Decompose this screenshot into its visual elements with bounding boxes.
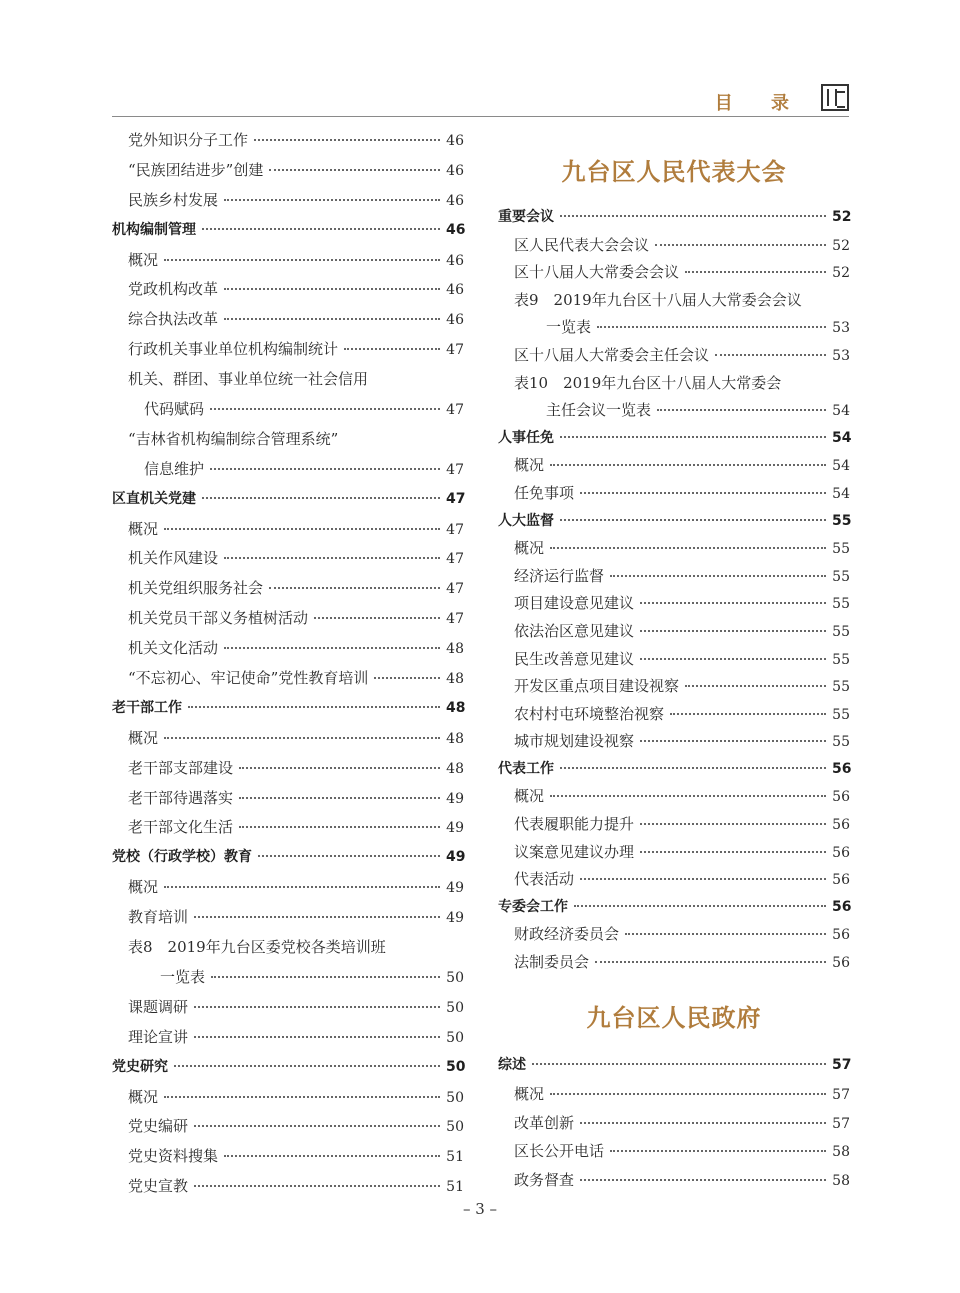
toc-entry[interactable] xyxy=(112,903,464,933)
toc-section-entry[interactable] xyxy=(498,425,850,453)
toc-entry-page: 47 xyxy=(446,402,464,419)
header-title: 目 录 xyxy=(714,93,805,114)
toc-entry-title: 党史资料搜集 xyxy=(128,1147,219,1166)
toc-entry-title: 党史编研 xyxy=(128,1117,189,1136)
toc-entry[interactable] xyxy=(112,156,464,186)
toc-entry-page: 54 xyxy=(832,485,850,502)
leader-dots xyxy=(580,492,826,494)
leader-dots xyxy=(374,677,440,679)
toc-entry-title: 党政机构改革 xyxy=(128,280,219,299)
toc-section-entry[interactable] xyxy=(112,485,464,515)
toc-entry-page: 48 xyxy=(446,699,466,716)
leader-dots xyxy=(194,916,440,918)
leader-dots xyxy=(269,587,440,589)
toc-entry[interactable] xyxy=(498,839,850,867)
leader-dots xyxy=(640,602,826,604)
toc-entry-title: 理论宣讲 xyxy=(128,1027,189,1046)
toc-entry-page: 56 xyxy=(832,817,850,834)
leader-dots xyxy=(164,259,440,261)
toc-entry[interactable] xyxy=(498,1137,850,1166)
leader-dots xyxy=(164,1096,440,1098)
toc-entry-page: 49 xyxy=(446,849,466,866)
toc-entry-title: 财政经济委员会 xyxy=(514,925,620,944)
toc-entry-page: 48 xyxy=(446,671,464,688)
toc-entry-title: “民族团结进步”创建 xyxy=(128,160,264,179)
leader-dots xyxy=(655,244,826,246)
toc-entry-title: 党校（行政学校）教育 xyxy=(112,849,252,866)
leader-dots xyxy=(194,1006,440,1008)
toc-entry[interactable] xyxy=(112,1142,464,1172)
toc-entry-page: 56 xyxy=(832,955,850,972)
leader-dots xyxy=(640,740,826,742)
toc-entry-title: 党外知识分子工作 xyxy=(128,131,249,149)
toc-entry-title: 党史研究 xyxy=(112,1058,168,1075)
toc-entry[interactable] xyxy=(112,1083,464,1113)
toc-entry[interactable] xyxy=(498,949,850,977)
leader-dots xyxy=(164,528,440,530)
leader-dots xyxy=(640,658,826,660)
leader-dots xyxy=(164,737,440,739)
toc-entry-title: 民族乡村发展 xyxy=(128,190,219,209)
toc-entry[interactable] xyxy=(498,259,850,287)
page-header xyxy=(112,84,849,117)
leader-dots xyxy=(224,318,440,320)
toc-entry[interactable] xyxy=(498,1166,850,1195)
toc-entry[interactable] xyxy=(112,873,464,903)
leader-dots xyxy=(560,519,826,521)
toc-entry-title: 表10 2019年九台区十八届人大常委会 xyxy=(514,373,782,392)
toc-entry[interactable] xyxy=(112,813,464,843)
leader-dots xyxy=(640,851,826,853)
leader-dots xyxy=(269,169,440,171)
toc-entry-title: 人事任免 xyxy=(498,429,554,446)
toc-entry-title: “吉林省机构编制综合管理系统” xyxy=(128,429,339,448)
toc-entry-page: 47 xyxy=(446,342,464,359)
toc-entry-title: 表8 2019年九台区委党校各类培训班 xyxy=(128,938,386,957)
toc-entry-title: 老干部工作 xyxy=(112,699,182,716)
toc-entry-title: 法制委员会 xyxy=(514,953,590,972)
toc-entry[interactable] xyxy=(498,397,850,425)
toc-entry[interactable] xyxy=(112,963,464,993)
toc-entry[interactable] xyxy=(112,455,464,485)
toc-entry-page: 56 xyxy=(832,927,850,944)
leader-dots xyxy=(239,826,440,828)
toc-entry-page: 50 xyxy=(446,1089,464,1106)
toc-entry-title: 概况 xyxy=(128,1087,159,1106)
toc-entry-title: 概况 xyxy=(128,519,159,538)
toc-entry-title: 政务督查 xyxy=(514,1171,575,1190)
leader-dots xyxy=(625,933,826,935)
toc-entry-title: 代表工作 xyxy=(498,760,554,777)
toc-entry[interactable] xyxy=(498,646,850,674)
toc-entry-title: 人大监督 xyxy=(498,512,554,529)
toc-entry-page: 55 xyxy=(832,679,850,696)
leader-dots xyxy=(224,557,440,559)
toc-entry-title: 议案意见建议办理 xyxy=(514,842,635,861)
leader-dots xyxy=(194,1125,440,1127)
toc-entry-title: 依法治区意见建议 xyxy=(514,621,635,640)
toc-entry-page: 49 xyxy=(446,880,464,897)
leader-dots xyxy=(580,878,826,880)
toc-entry-title: 代码赋码 xyxy=(144,400,205,419)
toc-entry-page: 49 xyxy=(446,910,464,927)
leader-dots xyxy=(685,685,826,687)
toc-entry-page: 55 xyxy=(832,706,850,723)
toc-entry-page: 50 xyxy=(446,999,464,1016)
toc-section-entry[interactable] xyxy=(498,204,850,232)
leader-dots xyxy=(202,228,440,230)
toc-entry-page: 55 xyxy=(832,541,850,558)
toc-right-column-part1 xyxy=(498,204,850,977)
toc-entry-page: 56 xyxy=(832,844,850,861)
toc-entry-title: 概况 xyxy=(128,250,159,269)
toc-entry[interactable] xyxy=(112,1112,464,1142)
toc-entry[interactable] xyxy=(112,574,464,604)
toc-section-entry[interactable] xyxy=(498,756,850,784)
toc-entry-title: 老干部待遇落实 xyxy=(128,788,234,807)
toc-entry-title: 老干部支部建设 xyxy=(128,758,234,777)
leader-dots xyxy=(210,468,440,470)
toc-entry[interactable] xyxy=(498,535,850,563)
toc-entry-title: 概况 xyxy=(514,787,545,806)
leader-dots xyxy=(314,617,440,619)
toc-entry-page: 46 xyxy=(446,252,464,269)
toc-entry-page: 55 xyxy=(832,568,850,585)
toc-entry-title: 信息维护 xyxy=(144,459,205,478)
toc-entry[interactable] xyxy=(498,287,850,315)
toc-entry[interactable] xyxy=(498,618,850,646)
toc-entry-page: 48 xyxy=(446,730,464,747)
leader-dots xyxy=(210,408,440,410)
toc-entry-title: 重要会议 xyxy=(498,209,554,225)
toc-entry[interactable] xyxy=(112,335,464,365)
toc-entry-page: 58 xyxy=(832,1173,850,1190)
toc-entry-page: 47 xyxy=(446,611,464,628)
leader-dots xyxy=(164,886,440,888)
toc-entry[interactable] xyxy=(112,544,464,574)
toc-entry[interactable] xyxy=(112,305,464,335)
leader-dots xyxy=(194,1036,440,1038)
toc-entry-title: 改革创新 xyxy=(514,1113,575,1132)
leader-dots xyxy=(640,823,826,825)
toc-entry-page: 46 xyxy=(446,192,464,209)
leader-dots xyxy=(685,271,826,273)
toc-section-entry[interactable] xyxy=(498,1051,850,1080)
leader-dots xyxy=(532,1063,826,1065)
toc-entry-page: 50 xyxy=(446,1058,466,1075)
toc-entry-page: 48 xyxy=(446,641,464,658)
toc-entry-page: 55 xyxy=(832,651,850,668)
leader-dots xyxy=(550,1093,826,1095)
toc-entry-page: 56 xyxy=(832,898,852,915)
page-number: – 3 – xyxy=(462,1200,498,1218)
toc-entry-title: 区十八届人大常委会主任会议 xyxy=(514,345,710,364)
leader-dots xyxy=(560,767,826,769)
leader-dots xyxy=(202,497,440,499)
leader-dots xyxy=(580,1122,826,1124)
toc-entry-title: 代表活动 xyxy=(514,870,575,889)
toc-entry-title: 课题调研 xyxy=(128,997,189,1016)
leader-dots xyxy=(715,354,826,356)
toc-entry[interactable] xyxy=(498,370,850,398)
toc-entry-title: 行政机关事业单位机构编制统计 xyxy=(128,340,339,359)
toc-entry-title: 区十八届人大常委会会议 xyxy=(514,263,680,282)
toc-entry-page: 53 xyxy=(832,347,850,364)
toc-section-entry[interactable] xyxy=(112,216,464,246)
toc-entry-page: 46 xyxy=(446,282,464,299)
toc-entry-title: 城市规划建设视察 xyxy=(514,732,635,751)
leader-dots xyxy=(224,199,440,201)
toc-entry-page: 53 xyxy=(832,320,850,337)
leader-dots xyxy=(580,1179,826,1181)
toc-section-entry[interactable] xyxy=(112,843,464,873)
toc-entry-page: 57 xyxy=(832,1115,850,1132)
toc-entry-title: 概况 xyxy=(514,1084,545,1103)
toc-entry[interactable] xyxy=(112,634,464,664)
leader-dots xyxy=(254,139,440,141)
toc-entry[interactable] xyxy=(112,784,464,814)
toc-entry-page: 46 xyxy=(446,221,466,238)
toc-entry-title: 概况 xyxy=(128,878,159,897)
toc-entry-page: 54 xyxy=(832,429,852,446)
toc-entry-title: 主任会议一览表 xyxy=(546,401,652,420)
leader-dots xyxy=(610,575,826,577)
toc-entry-page: 46 xyxy=(446,133,464,149)
toc-left-column xyxy=(112,126,464,1202)
toc-entry-page: 55 xyxy=(832,734,850,751)
toc-entry-page: 47 xyxy=(446,521,464,538)
toc-entry[interactable] xyxy=(112,664,464,694)
leader-dots xyxy=(224,288,440,290)
toc-entry-page: 56 xyxy=(832,760,852,777)
toc-entry-page: 47 xyxy=(446,461,464,478)
toc-entry-title: 老干部文化生活 xyxy=(128,818,234,837)
toc-entry-title: 概况 xyxy=(514,456,545,475)
toc-entry[interactable] xyxy=(112,724,464,754)
part-heading-government: 九台区人民政府 xyxy=(586,1004,762,1032)
toc-entry-page: 46 xyxy=(446,312,464,329)
leader-dots xyxy=(550,464,826,466)
toc-entry-title: 机关、群团、事业单位统一社会信用 xyxy=(128,370,369,389)
toc-entry[interactable] xyxy=(112,275,464,305)
toc-entry-page: 54 xyxy=(832,458,850,475)
toc-entry-page: 50 xyxy=(446,1119,464,1136)
leader-dots xyxy=(597,326,826,328)
toc-entry[interactable] xyxy=(498,480,850,508)
toc-entry[interactable] xyxy=(112,425,464,455)
toc-entry-page: 50 xyxy=(446,1029,464,1046)
toc-entry-page: 47 xyxy=(446,551,464,568)
toc-entry[interactable] xyxy=(498,1080,850,1109)
toc-section-entry[interactable] xyxy=(498,894,850,922)
toc-entry[interactable] xyxy=(498,811,850,839)
toc-entry[interactable] xyxy=(112,395,464,425)
toc-entry-title: 开发区重点项目建设视察 xyxy=(514,677,680,696)
toc-entry[interactable] xyxy=(112,1172,464,1202)
toc-entry[interactable] xyxy=(112,604,464,634)
toc-entry-title: 任免事项 xyxy=(514,483,575,502)
toc-entry[interactable] xyxy=(498,590,850,618)
toc-entry[interactable] xyxy=(112,246,464,276)
toc-entry-title: 农村村屯环境整治视察 xyxy=(514,704,665,723)
toc-entry-title: 代表履职能力提升 xyxy=(514,815,635,834)
toc-entry-title: 机关文化活动 xyxy=(128,639,219,658)
leader-dots xyxy=(657,409,826,411)
toc-entry-title: 机关党员干部义务植树活动 xyxy=(128,609,309,628)
toc-entry[interactable] xyxy=(498,1109,850,1138)
toc-entry-page: 47 xyxy=(446,490,466,507)
toc-entry-title: 民生改善意见建议 xyxy=(514,649,635,668)
toc-entry[interactable] xyxy=(498,314,850,342)
leader-dots xyxy=(194,1185,440,1187)
toc-entry-page: 52 xyxy=(832,209,852,225)
toc-section-entry[interactable] xyxy=(112,694,464,724)
toc-entry-page: 51 xyxy=(446,1179,464,1196)
leader-dots xyxy=(174,1065,440,1067)
toc-entry[interactable] xyxy=(498,783,850,811)
toc-entry-title: 概况 xyxy=(128,728,159,747)
toc-entry-title: 综合执法改革 xyxy=(128,310,219,329)
toc-entry-page: 47 xyxy=(446,581,464,598)
leader-dots xyxy=(550,795,826,797)
leader-dots xyxy=(595,961,826,963)
toc-entry-title: 机构编制管理 xyxy=(112,221,196,238)
leader-dots xyxy=(188,706,440,708)
toc-entry[interactable] xyxy=(498,452,850,480)
toc-entry-page: 55 xyxy=(832,623,850,640)
toc-entry[interactable] xyxy=(112,754,464,784)
toc-entry-title: 区直机关党建 xyxy=(112,490,196,507)
toc-entry[interactable] xyxy=(112,933,464,963)
toc-entry-page: 48 xyxy=(446,760,464,777)
toc-entry-page: 57 xyxy=(832,1086,850,1103)
toc-entry-title: 项目建设意见建议 xyxy=(514,594,635,613)
toc-entry-title: 综述 xyxy=(498,1057,526,1073)
book-logo-icon xyxy=(821,84,849,111)
leader-dots xyxy=(550,547,826,549)
toc-entry[interactable] xyxy=(498,728,850,756)
toc-entry-page: 56 xyxy=(832,872,850,889)
toc-entry-page: 54 xyxy=(832,403,850,420)
toc-entry-title: 机关作风建设 xyxy=(128,549,219,568)
toc-entry-title: “不忘初心、牢记使命”党性教育培训 xyxy=(128,669,369,688)
toc-entry-title: 党史宣教 xyxy=(128,1177,189,1196)
leader-dots xyxy=(211,976,440,978)
toc-entry-page: 52 xyxy=(832,265,850,282)
toc-entry-page: 49 xyxy=(446,790,464,807)
toc-entry-page: 55 xyxy=(832,596,850,613)
toc-entry-page: 58 xyxy=(832,1144,850,1161)
toc-section-entry[interactable] xyxy=(112,1053,464,1083)
toc-entry[interactable] xyxy=(498,701,850,729)
toc-entry-title: 区人民代表大会会议 xyxy=(514,235,650,254)
leader-dots xyxy=(640,630,826,632)
toc-entry[interactable] xyxy=(112,993,464,1023)
leader-dots xyxy=(560,436,826,438)
toc-entry[interactable] xyxy=(112,1023,464,1053)
toc-entry-page: 55 xyxy=(832,512,852,529)
leader-dots xyxy=(560,215,826,217)
toc-entry-title: 专委会工作 xyxy=(498,898,568,915)
toc-entry[interactable] xyxy=(498,921,850,949)
toc-entry-page: 46 xyxy=(446,162,464,179)
toc-entry[interactable] xyxy=(498,232,850,260)
leader-dots xyxy=(610,1150,826,1152)
toc-entry[interactable] xyxy=(112,515,464,545)
toc-entry-page: 56 xyxy=(832,789,850,806)
toc-entry-page: 49 xyxy=(446,820,464,837)
toc-right-column-part2 xyxy=(498,1051,850,1195)
toc-entry-page: 57 xyxy=(832,1057,852,1073)
toc-entry-title: 经济运行监督 xyxy=(514,566,605,585)
leader-dots xyxy=(670,713,826,715)
toc-entry-title: 概况 xyxy=(514,539,545,558)
toc-entry[interactable] xyxy=(498,673,850,701)
leader-dots xyxy=(224,1155,440,1157)
toc-entry[interactable] xyxy=(112,186,464,216)
toc-entry[interactable] xyxy=(498,563,850,591)
leader-dots xyxy=(258,855,440,857)
toc-entry-title: 表9 2019年九台区十八届人大常委会会议 xyxy=(514,290,802,309)
leader-dots xyxy=(239,797,440,799)
leader-dots xyxy=(239,767,440,769)
toc-entry[interactable] xyxy=(498,342,850,370)
toc-section-entry[interactable] xyxy=(498,508,850,536)
toc-entry-title: 一览表 xyxy=(546,318,592,337)
toc-entry-title: 一览表 xyxy=(160,967,206,986)
leader-dots xyxy=(344,348,440,350)
toc-entry-title: 区长公开电话 xyxy=(514,1142,605,1161)
toc-entry[interactable] xyxy=(112,126,464,156)
toc-entry-title: 教育培训 xyxy=(128,908,189,927)
part-heading-peoples-congress: 九台区人民代表大会 xyxy=(561,158,787,186)
toc-entry[interactable] xyxy=(498,866,850,894)
toc-entry-page: 51 xyxy=(446,1149,464,1166)
leader-dots xyxy=(224,647,440,649)
toc-entry-page: 52 xyxy=(832,237,850,254)
toc-entry[interactable] xyxy=(112,365,464,395)
toc-entry-title: 机关党组织服务社会 xyxy=(128,579,264,598)
toc-entry-page: 50 xyxy=(446,969,464,986)
leader-dots xyxy=(574,905,826,907)
